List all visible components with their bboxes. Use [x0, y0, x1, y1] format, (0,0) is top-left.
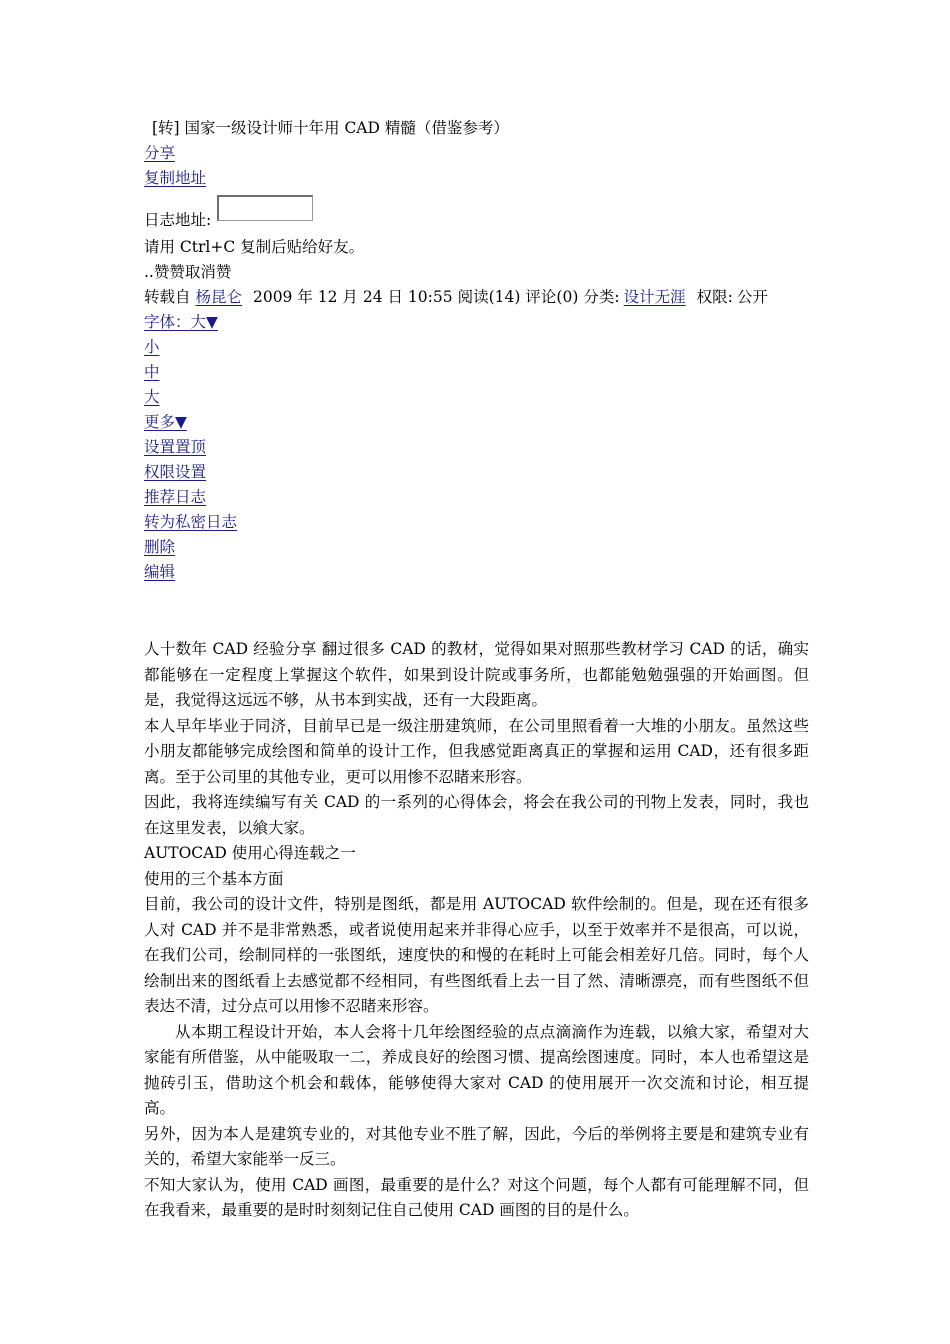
repost-prefix: 转载自 — [144, 288, 191, 306]
font-size-large[interactable]: 大 — [144, 388, 160, 406]
section-heading: 使用的三个基本方面 — [144, 869, 284, 888]
blog-post — [144, 116, 809, 1224]
post-date: 2009 年 12 月 24 日 10:55 — [252, 288, 453, 306]
comment-count: 评论(0) — [525, 288, 579, 306]
address-row — [144, 191, 809, 235]
paragraph: 另外，因为本人是建筑专业的，对其他专业不胜了解，因此，今后的举例将主要是和建筑专业有关的，希望大家能举一反三。 — [144, 1124, 809, 1168]
menu-item-pin[interactable]: 设置置顶 — [144, 438, 207, 456]
menu-item-permission-settings[interactable]: 权限设置 — [144, 463, 207, 481]
like-toggle[interactable]: ..赞赞取消赞 — [144, 263, 232, 281]
menu-item-make-private[interactable]: 转为私密日志 — [144, 513, 238, 531]
share-link[interactable]: 分享 — [144, 144, 176, 162]
copy-hint: 请用 Ctrl+C 复制后贴给好友。 — [144, 238, 365, 256]
author-link[interactable]: 杨昆仑 — [195, 288, 243, 306]
paragraph: 本人早年毕业于同济，目前早已是一级注册建筑师，在公司里照看着一大堆的小朋友。虽然这些小朋友都能够完成绘图和简单的设计工作，但我感觉距离真正的掌握和运用 CAD，还有很多距离。至于公司里的其他专业，更可以用惨不忍睹来形容。 — [144, 716, 809, 786]
permission-value: 公开 — [736, 288, 768, 306]
font-size-medium[interactable]: 中 — [144, 363, 160, 381]
post-meta — [144, 285, 809, 310]
menu-item-delete[interactable]: 删除 — [144, 538, 176, 556]
read-count: 阅读(14) — [457, 288, 521, 306]
copy-address-link[interactable]: 复制地址 — [144, 169, 207, 187]
post-title: [转] 国家一级设计师十年用 CAD 精髓（借鉴参考） — [152, 119, 509, 137]
paragraph: 不知大家认为，使用 CAD 画图，最重要的是什么？对这个问题，每个人都有可能理解不同，但在我看来，最重要的是时时刻刻记住自己使用 CAD 画图的目的是什么。 — [144, 1175, 809, 1219]
permission-label: 权限: — [696, 288, 733, 306]
paragraph: 目前，我公司的设计文件，特别是图纸，都是用 AUTOCAD 软件绘制的。但是，现在还有很多人对 CAD 并不是非常熟悉，或者说使用起来并非得心应手，以至于效率并不是很高，可以说，在我们公司，绘制同样的一张图纸，速度快的和慢的在耗时上可能会相差好几倍。同时，每个人绘制出来的图纸看上去感觉都不经相同，有些图纸看上去一目了然、清晰漂亮，而有些图纸不但表达不清，过分点可以用惨不忍睹来形容。 — [144, 895, 809, 1015]
address-input[interactable] — [217, 195, 313, 221]
category-label: 分类: — [583, 288, 620, 306]
font-size-small[interactable]: 小 — [144, 338, 160, 356]
font-size-toggle[interactable]: 字体：大▼ — [144, 313, 218, 331]
menu-item-recommend[interactable]: 推荐日志 — [144, 488, 207, 506]
address-label: 日志地址: — [144, 211, 212, 229]
menu-item-edit[interactable]: 编辑 — [144, 563, 176, 581]
paragraph: 因此，我将连续编写有关 CAD 的一系列的心得体会，将会在我公司的刊物上发表，同时，我也在这里发表，以飨大家。 — [144, 793, 809, 837]
paragraph: 从本期工程设计开始，本人会将十几年绘图经验的点点滴滴作为连载，以飨大家，希望对大家能有所借鉴，从中能吸取一二，养成良好的绘图习惯、提高绘图速度。同时，本人也希望这是抛砖引玉，借助这个机会和载体，能够使得大家对 CAD 的使用展开一次交流和讨论，相互提高。 — [144, 1022, 809, 1117]
section-spacer — [144, 585, 809, 637]
more-menu-toggle[interactable]: 更多▼ — [144, 413, 187, 431]
series-heading: AUTOCAD 使用心得连载之一 — [144, 844, 356, 862]
paragraph: 人十数年 CAD 经验分享 翻过很多 CAD 的教材，觉得如果对照那些教材学习 CAD 的话，确实都能够在一定程度上掌握这个软件，如果到设计院或事务所，也都能勉勉强强的开始画图。但是，我觉得这远远不够，从书本到实战，还有一大段距离。 — [144, 640, 809, 709]
post-body — [144, 637, 809, 1224]
category-link[interactable]: 设计无涯 — [623, 288, 686, 306]
